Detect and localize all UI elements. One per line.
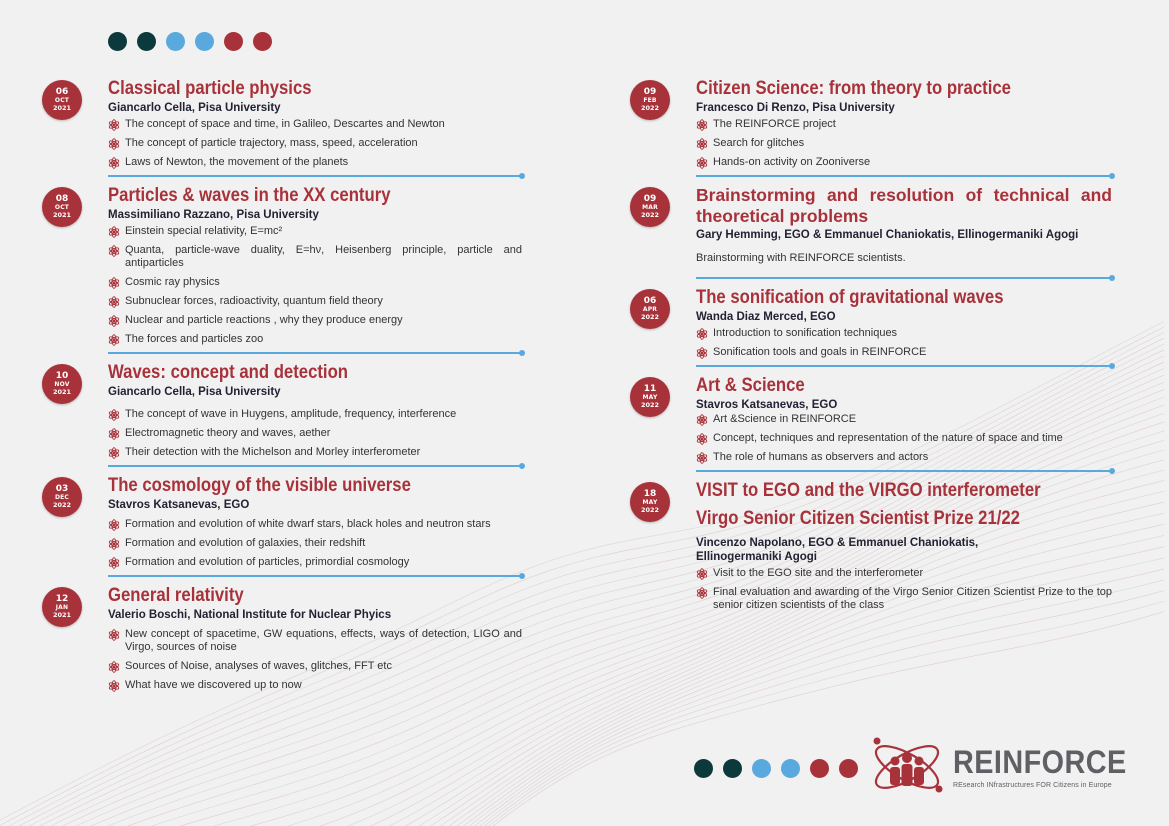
atom-icon xyxy=(108,519,120,531)
date-badge xyxy=(630,80,670,120)
topic-list xyxy=(696,567,1112,612)
list-item xyxy=(108,660,522,673)
date-day: 06 xyxy=(55,87,69,98)
item-text: The concept of particle trajectory, mass, speed, acceleration xyxy=(125,137,418,149)
event-speaker: Stavros Katsanevas, EGO xyxy=(696,399,838,411)
dot-red xyxy=(224,32,243,51)
list-item xyxy=(696,346,1112,359)
event-title: Citizen Science: from theory to practice xyxy=(696,78,1011,99)
date-month: APR xyxy=(642,306,658,314)
list-item xyxy=(108,537,522,550)
item-text: Cosmic ray physics xyxy=(125,276,220,288)
divider xyxy=(108,352,522,354)
list-item xyxy=(108,118,522,131)
event-title: Waves: concept and detection xyxy=(108,362,349,383)
item-text: Formation and evolution of galaxies, their redshift xyxy=(125,537,366,549)
dot-blue xyxy=(781,759,800,778)
list-item xyxy=(108,446,522,459)
list-item xyxy=(696,118,1112,131)
event-speaker: Wanda Diaz Merced, EGO xyxy=(696,311,836,323)
list-item xyxy=(108,314,522,327)
item-text: Quanta, particle-wave duality, E=hν, Heisenberg principle, particle and antiparticles xyxy=(125,244,522,269)
item-text: Formation and evolution of white dwarf stars, black holes and neutron stars xyxy=(125,518,491,530)
atom-icon xyxy=(108,661,120,673)
list-item xyxy=(108,333,522,346)
item-text: The role of humans as observers and actors xyxy=(713,451,929,463)
event-title: The cosmology of the visible universe xyxy=(108,475,411,496)
topic-list xyxy=(108,225,522,346)
item-text: Hands-on activity on Zooniverse xyxy=(713,156,871,168)
atom-icon xyxy=(108,296,120,308)
atom-icon xyxy=(696,568,708,580)
event-citizen-science xyxy=(630,78,1112,177)
list-item xyxy=(696,451,1112,464)
event-speaker: Giancarlo Cella, Pisa University xyxy=(108,386,281,398)
item-text: Final evaluation and awarding of the Virgo Senior Citizen Scientist Prize to the top senior citizen scientists of the class xyxy=(713,586,1112,611)
list-item xyxy=(696,413,1112,426)
divider xyxy=(108,575,522,577)
divider xyxy=(696,277,1112,279)
topic-list xyxy=(696,118,1112,169)
event-title: Particles & waves in the XX century xyxy=(108,185,391,206)
event-speaker: Giancarlo Cella, Pisa University xyxy=(108,102,281,114)
event-classical-physics xyxy=(42,78,522,177)
event-general-relativity xyxy=(42,585,522,692)
event-speaker: Valerio Boschi, National Institute for Nuclear Phyics xyxy=(108,609,392,621)
atom-icon xyxy=(108,629,120,641)
event-title: The sonification of gravitational waves xyxy=(696,287,1004,308)
atom-icon xyxy=(108,334,120,346)
event-speaker: Massimiliano Razzano, Pisa University xyxy=(108,209,319,221)
event-description: Brainstorming with REINFORCE scientists. xyxy=(696,252,906,264)
atom-icon xyxy=(108,409,120,421)
item-text: Electromagnetic theory and waves, aether xyxy=(125,427,331,439)
item-text: What have we discovered up to now xyxy=(125,679,302,691)
atom-icon xyxy=(108,226,120,238)
list-item xyxy=(108,408,522,421)
item-text: Laws of Newton, the movement of the planets xyxy=(125,156,349,168)
date-year: 2021 xyxy=(52,211,72,220)
item-text: The REINFORCE project xyxy=(713,118,836,130)
atom-icon xyxy=(108,447,120,459)
list-item xyxy=(108,518,522,531)
list-item xyxy=(108,556,522,569)
atom-icon xyxy=(108,538,120,550)
list-item xyxy=(696,156,1112,169)
divider xyxy=(696,365,1112,367)
item-text: Sources of Noise, analyses of waves, glitches, FFT etc xyxy=(125,660,392,672)
atom-people-logo-icon xyxy=(869,731,945,803)
topic-list xyxy=(108,518,522,569)
bottom-dots xyxy=(694,759,858,778)
list-item xyxy=(696,137,1112,150)
event-speaker: Stavros Katsanevas, EGO xyxy=(108,499,250,511)
dot-dark xyxy=(108,32,127,51)
item-text: Art &Science in REINFORCE xyxy=(713,413,857,425)
list-item xyxy=(108,679,522,692)
dot-dark xyxy=(137,32,156,51)
dot-blue xyxy=(752,759,771,778)
list-item xyxy=(108,276,522,289)
atom-icon xyxy=(696,347,708,359)
list-item xyxy=(696,567,1112,580)
date-day: 03 xyxy=(55,484,69,495)
item-text: The concept of wave in Huygens, amplitude, frequency, interference xyxy=(125,408,457,420)
event-speaker: Gary Hemming, EGO & Emmanuel Chaniokatis, Ellinogermaniki Agogi xyxy=(696,229,1079,241)
event-speaker: Vincenzo Napolano, EGO & Emmanuel Chaniokatis, Ellinogermaniki Agogi xyxy=(696,537,979,563)
divider xyxy=(696,175,1112,177)
item-text: Search for glitches xyxy=(713,137,805,149)
atom-icon xyxy=(696,157,708,169)
atom-icon xyxy=(696,138,708,150)
list-item xyxy=(108,156,522,169)
list-item xyxy=(696,432,1112,445)
item-text: Sonification tools and goals in REINFORCE xyxy=(713,346,927,358)
event-title: Art & Science xyxy=(696,375,805,396)
reinforce-logo xyxy=(869,731,1146,803)
item-text: Concept, techniques and representation of the nature of space and time xyxy=(713,432,1063,444)
event-particles-waves xyxy=(42,185,522,354)
list-item xyxy=(696,327,1112,340)
dot-red xyxy=(810,759,829,778)
event-title: VISIT to EGO and the VIRGO interferometer xyxy=(696,480,1041,501)
divider xyxy=(696,470,1112,472)
dot-dark xyxy=(723,759,742,778)
event-title: Brainstorming and resolution of technical and theoretical problems xyxy=(696,185,1112,226)
event-art-science xyxy=(630,375,1112,472)
topic-list xyxy=(108,118,522,169)
atom-icon xyxy=(108,428,120,440)
date-badge xyxy=(42,80,82,120)
atom-icon xyxy=(696,119,708,131)
event-sonification xyxy=(630,287,1112,367)
date-badge xyxy=(630,187,670,227)
date-day: 06 xyxy=(643,296,657,307)
date-badge xyxy=(42,364,82,404)
list-item xyxy=(696,586,1112,612)
item-text: New concept of spacetime, GW equations, effects, ways of detection, LIGO and Virgo, sources of noise xyxy=(125,628,522,653)
date-badge xyxy=(42,187,82,227)
left-column xyxy=(42,78,522,698)
item-text: Formation and evolution of particles, primordial cosmology xyxy=(125,556,410,568)
dot-red xyxy=(253,32,272,51)
logo-wordmark: REINFORCE xyxy=(953,743,1127,780)
date-year: 2021 xyxy=(52,611,72,620)
item-text: Introduction to sonification techniques xyxy=(713,327,898,339)
event-speaker: Francesco Di Renzo, Pisa University xyxy=(696,102,895,114)
event-subtitle: Virgo Senior Citizen Scientist Prize 21/22 xyxy=(696,508,1020,529)
event-cosmology xyxy=(42,475,522,577)
atom-icon xyxy=(108,557,120,569)
date-month: JAN xyxy=(55,604,69,612)
item-text: The concept of space and time, in Galileo, Descartes and Newton xyxy=(125,118,445,130)
date-year: 2021 xyxy=(52,104,72,113)
event-brainstorming xyxy=(630,185,1112,279)
date-month: MAY xyxy=(642,499,658,507)
atom-icon xyxy=(108,315,120,327)
divider xyxy=(108,175,522,177)
dot-blue xyxy=(166,32,185,51)
date-year: 2022 xyxy=(52,501,72,510)
item-text: Subnuclear forces, radioactivity, quantum field theory xyxy=(125,295,383,307)
atom-icon xyxy=(696,328,708,340)
atom-icon xyxy=(108,245,120,257)
event-title: General relativity xyxy=(108,585,244,606)
atom-icon xyxy=(108,680,120,692)
divider xyxy=(108,465,522,467)
date-year: 2022 xyxy=(640,104,660,113)
date-badge xyxy=(630,377,670,417)
date-year: 2022 xyxy=(640,313,660,322)
atom-icon xyxy=(696,587,708,599)
date-badge xyxy=(42,477,82,517)
dot-red xyxy=(839,759,858,778)
date-day: 08 xyxy=(55,194,69,205)
list-item xyxy=(108,244,522,270)
list-item xyxy=(108,137,522,150)
date-day: 12 xyxy=(55,594,69,605)
logo-tagline: REsearch INfrastructures FOR Citizens in Europe xyxy=(953,781,1112,789)
atom-icon xyxy=(108,277,120,289)
date-badge xyxy=(42,587,82,627)
item-text: Einstein special relativity, E=mc² xyxy=(125,225,283,237)
top-dots xyxy=(108,32,272,51)
dot-blue xyxy=(195,32,214,51)
date-day: 09 xyxy=(643,87,657,98)
atom-icon xyxy=(696,452,708,464)
date-month: OCT xyxy=(54,97,70,105)
atom-icon xyxy=(108,138,120,150)
topic-list xyxy=(108,408,522,459)
date-month: OCT xyxy=(54,204,70,212)
atom-icon xyxy=(108,157,120,169)
item-text: The forces and particles zoo xyxy=(125,333,264,345)
item-text: Visit to the EGO site and the interferometer xyxy=(713,567,924,579)
date-month: MAR xyxy=(642,204,658,212)
list-item xyxy=(108,225,522,238)
date-year: 2022 xyxy=(640,211,660,220)
date-day: 10 xyxy=(55,371,69,382)
list-item xyxy=(108,295,522,308)
date-badge xyxy=(630,289,670,329)
date-day: 18 xyxy=(643,489,657,500)
atom-icon xyxy=(108,119,120,131)
atom-icon xyxy=(696,414,708,426)
list-item xyxy=(108,628,522,654)
date-month: FEB xyxy=(643,97,657,105)
date-day: 09 xyxy=(643,194,657,205)
topic-list xyxy=(108,628,522,692)
right-column xyxy=(630,78,1112,618)
date-badge xyxy=(630,482,670,522)
atom-icon xyxy=(696,433,708,445)
list-item xyxy=(108,427,522,440)
event-visit-ego xyxy=(630,480,1112,612)
item-text: Nuclear and particle reactions , why they produce energy xyxy=(125,314,403,326)
date-year: 2022 xyxy=(640,506,660,515)
date-month: NOV xyxy=(54,381,70,389)
item-text: Their detection with the Michelson and Morley interferometer xyxy=(125,446,421,458)
dot-dark xyxy=(694,759,713,778)
date-year: 2021 xyxy=(52,388,72,397)
event-title: Classical particle physics xyxy=(108,78,312,99)
date-month: DEC xyxy=(54,494,70,502)
topic-list xyxy=(696,413,1112,464)
event-waves xyxy=(42,362,522,467)
date-month: MAY xyxy=(642,394,658,402)
date-day: 11 xyxy=(643,384,657,395)
topic-list xyxy=(696,327,1112,359)
date-year: 2022 xyxy=(640,401,660,410)
